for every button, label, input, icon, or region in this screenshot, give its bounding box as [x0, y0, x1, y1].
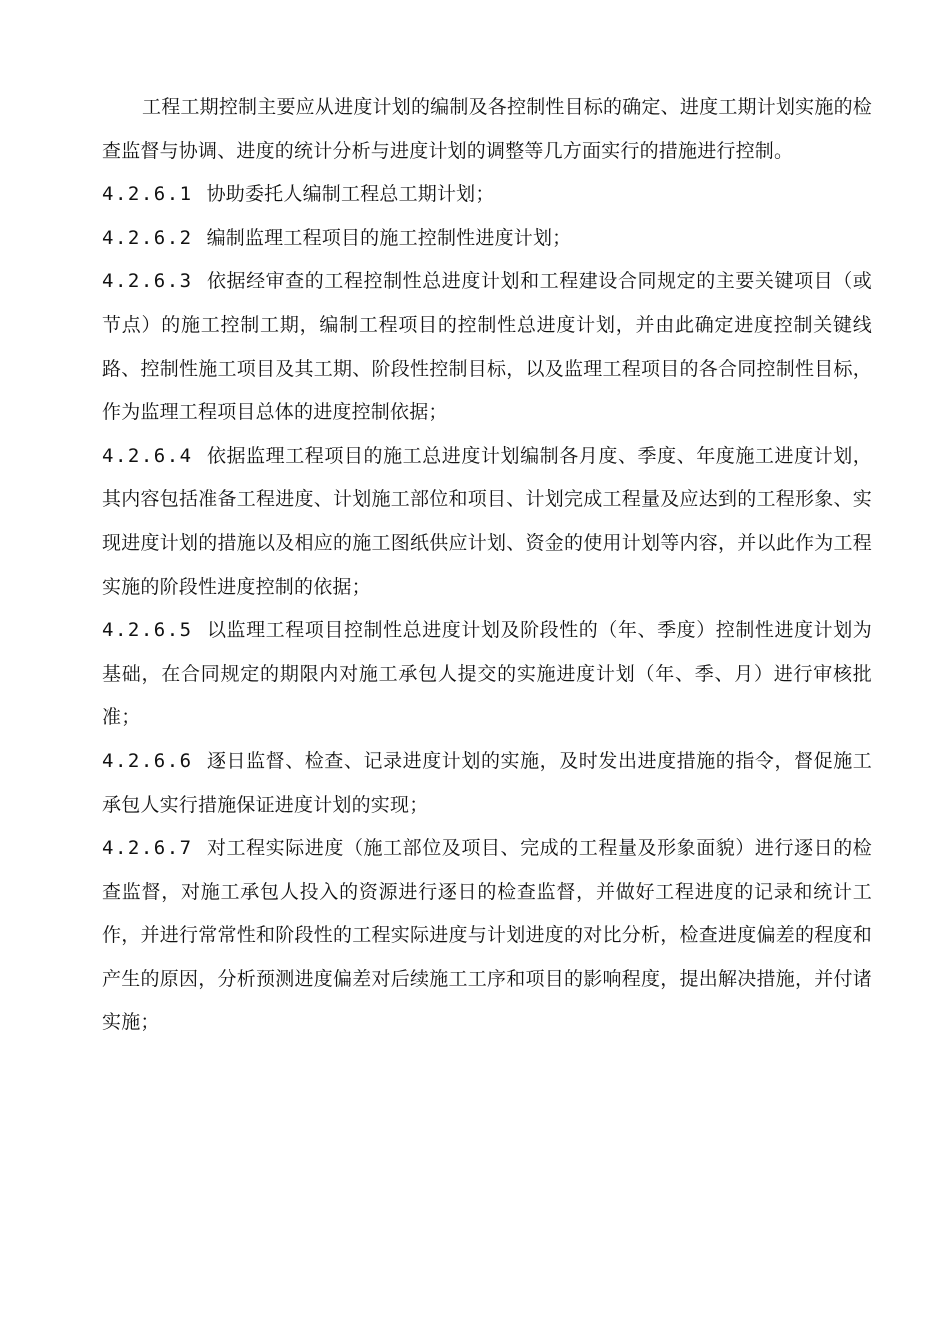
document-page: [102, 86, 872, 1045]
item-number: 4.2.6.2: [102, 226, 193, 249]
item-text: 协助委托人编制工程总工期计划；: [206, 183, 495, 206]
item-4-2-6-6: [102, 740, 872, 827]
item-text: 对工程实际进度（施工部位及项目、完成的工程量及形象面貌）进行逐日的检查监督，对施工承包人投入的资源进行逐日的检查监督，并做好工程进度的记录和统计工作，并进行常常性和阶段性的工程实际进度与计划进度的对比分析，检查进度偏差的程度和产生的原因，分析预测进度偏差对后续施工工序和项目的影响程度，提出解决措施，并付诸实施；: [102, 837, 872, 1034]
item-number: 4.2.6.3: [102, 270, 193, 293]
intro-paragraph: 工程工期控制主要应从进度计划的编制及各控制性目标的确定、进度工期计划实施的检查监督与协调、进度的统计分析与进度计划的调整等几方面实行的措施进行控制。: [102, 96, 872, 162]
item-4-2-6-4: [102, 435, 872, 609]
item-text: 编制监理工程项目的施工控制性进度计划；: [206, 226, 572, 249]
item-4-2-6-1: [102, 173, 872, 217]
item-4-2-6-5: [102, 609, 872, 740]
item-number: 4.2.6.4: [102, 444, 193, 467]
item-number: 4.2.6.1: [102, 183, 193, 206]
item-text: 依据监理工程项目的施工总进度计划编制各月度、季度、年度施工进度计划，其内容包括准备工程进度、计划施工部位和项目、计划完成工程量及应达到的工程形象、实现进度计划的措施以及相应的施工图纸供应计划、资金的使用计划等内容，并以此作为工程实施的阶段性进度控制的依据；: [102, 444, 872, 598]
item-number: 4.2.6.7: [102, 837, 193, 860]
item-text: 逐日监督、检查、记录进度计划的实施，及时发出进度措施的指令，督促施工承包人实行措施保证进度计划的实现；: [102, 749, 872, 816]
item-4-2-6-3: [102, 260, 872, 434]
item-number: 4.2.6.5: [102, 619, 193, 642]
item-4-2-6-2: [102, 217, 872, 261]
item-4-2-6-7: [102, 827, 872, 1045]
item-text: 以监理工程项目控制性总进度计划及阶段性的（年、季度）控制性进度计划为基础，在合同规定的期限内对施工承包人提交的实施进度计划（年、季、月）进行审核批准；: [102, 619, 872, 729]
item-text: 依据经审查的工程控制性总进度计划和工程建设合同规定的主要关键项目（或节点）的施工控制工期，编制工程项目的控制性总进度计划，并由此确定进度控制关键线路、控制性施工项目及其工期、阶段性控制目标，以及监理工程项目的各合同控制性目标，作为监理工程项目总体的进度控制依据；: [102, 270, 872, 424]
item-number: 4.2.6.6: [102, 749, 193, 772]
